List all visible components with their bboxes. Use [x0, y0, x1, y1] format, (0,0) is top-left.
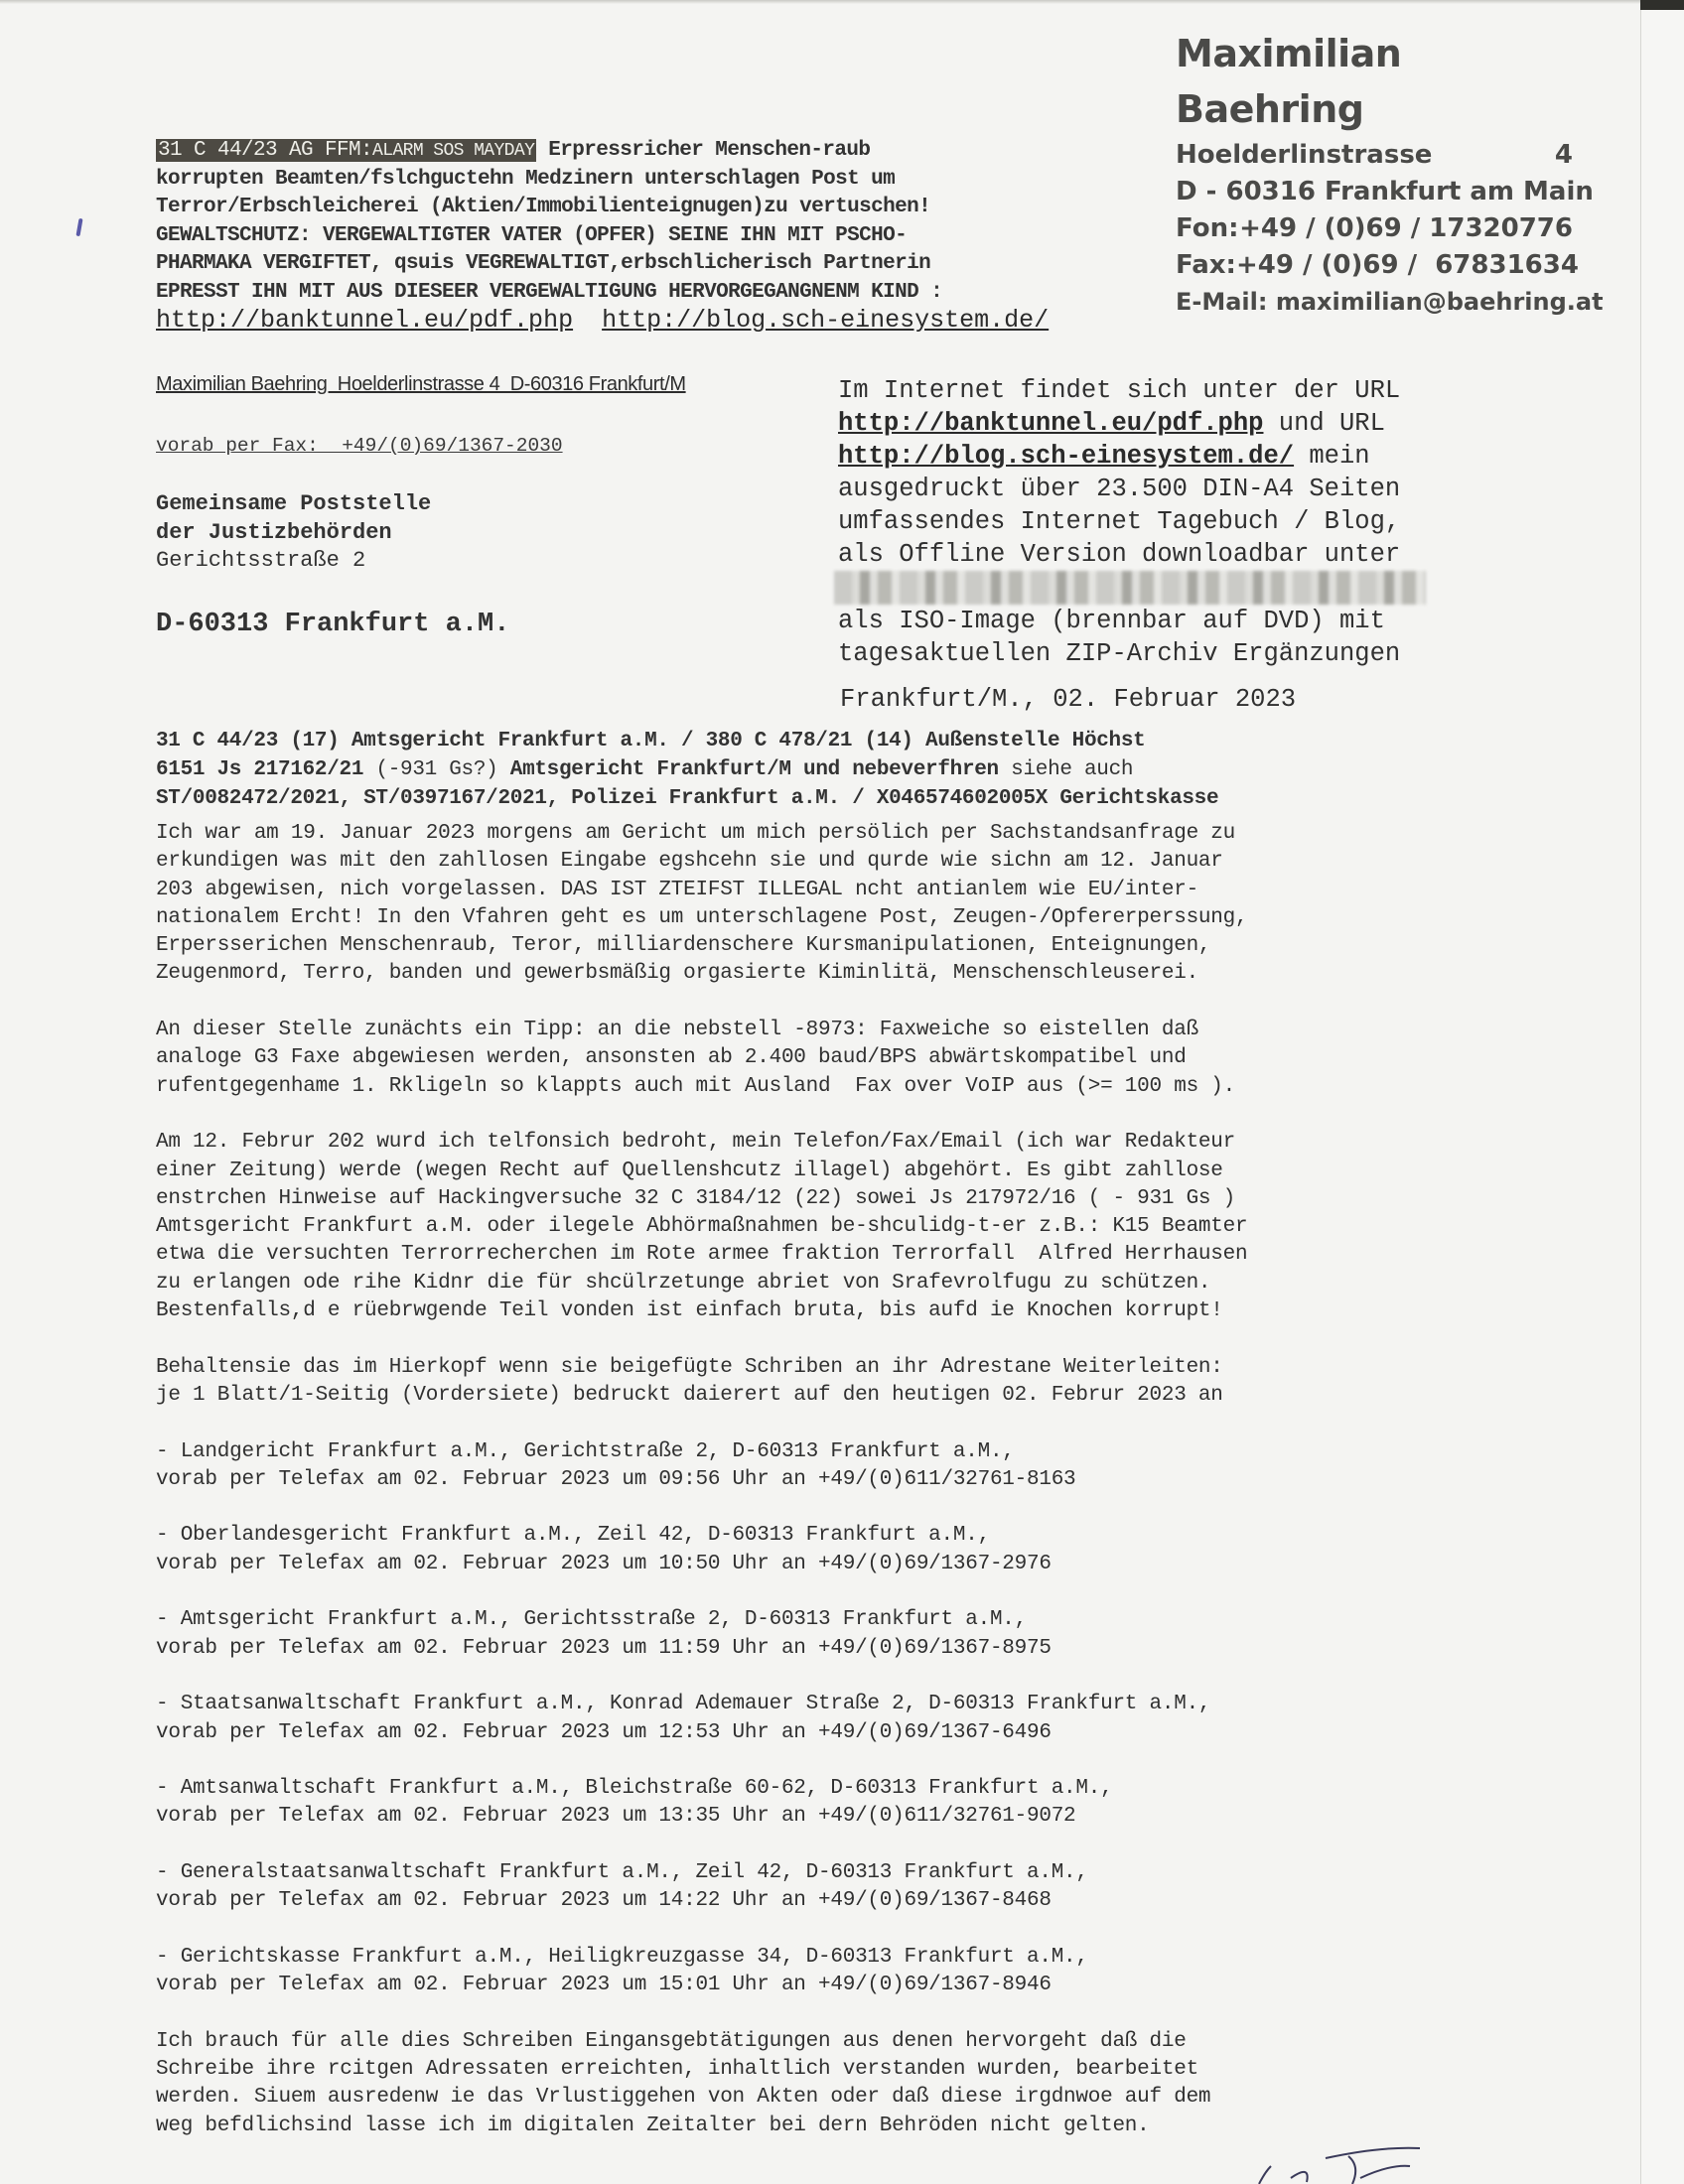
body-line: Zeugenmord, Terro, banden und gewerbsmäßig orgasierte Kiminlitä, Menschenschleuserei.: [156, 962, 1198, 986]
phone-number: +49 / (0)69 / 17320776: [1239, 213, 1573, 243]
refs-line-1: 31 C 44/23 (17) Amtsgericht Frankfurt a.M. / 380 C 478/21 (14) Außenstelle Höchst: [156, 730, 1146, 752]
internet-info-block: [838, 374, 1513, 670]
paragraph-1: [156, 820, 1546, 989]
paragraph-2: [156, 1017, 1546, 1101]
body-line: Bestenfalls,d e rüebrwgende Teil vonden ist einfach bruta, bis aufd ie Knochen korrupt!: [156, 1299, 1223, 1323]
letterhead-street: Hoelderlinstrasse: [1176, 140, 1433, 170]
info-line-2-tail: und URL: [1263, 409, 1385, 438]
letterhead-city: D - 60316 Frankfurt am Main: [1176, 177, 1594, 206]
banktunnel-link[interactable]: http://banktunnel.eu/pdf.php: [156, 306, 574, 335]
body-line: Schreibe ihre rcitgen Adressaten erreichten, inhaltlich verstanden wurden, bearbeitet: [156, 2058, 1198, 2082]
body-line: werden. Siuem ausredenw ie das Vrlustiggehen von Akten oder daß diese irgdnwoe auf dem: [156, 2086, 1211, 2110]
recipient-authority-address: - Staatsanwaltschaft Frankfurt a.M., Konrad Ademauer Straße 2, D-60313 Frankfurt a.M.,: [156, 1693, 1211, 1716]
body-line: An dieser Stelle zunächts ein Tipp: an die nebstell -8973: Faxweiche so eistellen daß: [156, 1019, 1198, 1042]
body-line: zu erlangen ode rihe Kidnr die für shcülrzetunge abriet von Srafevrolfugu zu schützen.: [156, 1271, 1211, 1295]
page-top-shadow: [0, 0, 1640, 4]
case-reference: 31 C 44/23 AG FFM:: [158, 139, 373, 162]
refs-line-2-c: Amtsgericht Frankfurt/M und nebeverfhren: [497, 758, 999, 781]
info-line-2: [838, 407, 1513, 440]
letterhead-email: E-Mail: maximilian@baehring.at: [1176, 288, 1604, 316]
sender-return-address: Maximilian Baehring Hoelderlinstrasse 4 D-60316 Frankfurt/M: [156, 373, 686, 395]
banner-line-1: korrupten Beamten/fslchguctehn Medzinern unterschlagen Post um: [156, 167, 896, 191]
fax-recipient-item: [156, 1438, 1546, 1495]
info-line-3-tail: mein: [1294, 442, 1370, 471]
signature: [1231, 2134, 1489, 2184]
banner-links: [156, 307, 1149, 336]
banner-line-3: GEWALTSCHUTZ: VERGEWALTIGTER VATER (OPFER) SEINE IHN MIT PSCHO-: [156, 223, 908, 247]
fax-recipient-item: [156, 1522, 1546, 1578]
info-line-5: umfassendes Internet Tagebuch / Blog,: [838, 507, 1401, 536]
body-line: Erpersserichen Menschenraub, Teror, milliardenschere Kursmanipulationen, Enteignungen,: [156, 934, 1211, 958]
recipient-fax-details: vorab per Telefax am 02. Februar 2023 um 13:35 Uhr an +49/(0)611/32761-9072: [156, 1805, 1076, 1829]
subject-banner: [156, 137, 1149, 336]
refs-line-2-b: (-931 Gs?): [375, 758, 498, 781]
recipient-city: D-60313 Frankfurt a.M.: [156, 610, 510, 639]
underlying-page-edge: [1640, 10, 1684, 2184]
letterhead-name: Maximilian Baehring: [1176, 32, 1402, 131]
fax-recipient-item: [156, 1691, 1546, 1747]
info-blog-link[interactable]: http://blog.sch-einesystem.de/: [838, 442, 1295, 471]
refs-line-2: [156, 755, 1546, 784]
recipient-authority-address: - Amtsgericht Frankfurt a.M., Gerichtsstraße 2, D-60313 Frankfurt a.M.,: [156, 1608, 1027, 1632]
recipient-line-1: Gemeinsame Poststelle: [156, 491, 432, 516]
body-line: Am 12. Februr 202 wurd ich telfonsich bedroht, mein Telefon/Fax/Email (ich war Redakteur: [156, 1131, 1235, 1155]
refs-line-3: ST/0082472/2021, ST/0397167/2021, Polizei Frankfurt a.M. / X046574602005X Gerichtskasse: [156, 787, 1219, 810]
recipient-authority-address: - Generalstaatsanwaltschaft Frankfurt a.M., Zeil 42, D-60313 Frankfurt a.M.,: [156, 1860, 1088, 1884]
letter-date: Frankfurt/M., 02. Februar 2023: [840, 685, 1297, 714]
recipient-authority-address: - Gerichtskasse Frankfurt a.M., Heiligkreuzgasse 34, D-60313 Frankfurt a.M.,: [156, 1945, 1088, 1969]
info-line-9: tagesaktuellen ZIP-Archiv Ergänzungen: [838, 639, 1401, 668]
paragraph-4: [156, 1354, 1546, 1411]
recipient-fax-details: vorab per Telefax am 02. Februar 2023 um 14:22 Uhr an +49/(0)69/1367-8468: [156, 1889, 1052, 1913]
letterhead-street-row: [1176, 137, 1573, 174]
info-line-6: als Offline Version downloadbar unter: [838, 540, 1401, 569]
body-line: Amtsgericht Frankfurt a.M. oder ilegele Abhörmaßnahmen be-shculidg-t-er z.B.: K15 Beamter: [156, 1215, 1248, 1239]
fax-label: Fax:: [1176, 250, 1236, 280]
info-line-3: [838, 440, 1513, 473]
recipient-line-3: Gerichtsstraße 2: [156, 548, 366, 573]
letterhead-fax-row: [1176, 247, 1579, 284]
body-line: rufentgegenhame 1. Rkligeln so klappts auch mit Ausland Fax over VoIP aus (>= 100 ms ).: [156, 1074, 1235, 1098]
info-line-1: Im Internet findet sich unter der URL: [838, 376, 1401, 405]
redacted-url: [834, 571, 1426, 605]
alarm-label: ALARM SOS MAYDAY: [372, 141, 535, 161]
banner-line-5: EPRESST IHN MIT AUS DIESEER VERGEWALTIGUNG HERVORGEGANGNENM KIND :: [156, 280, 943, 304]
refs-line-2-d: siehe auch: [998, 758, 1134, 781]
paragraph-3: [156, 1129, 1546, 1325]
blog-link[interactable]: http://blog.sch-einesystem.de/: [602, 306, 1050, 335]
body-line: je 1 Blatt/1-Seitig (Vordersiete) bedruckt daierert auf den heutigen 02. Februr 2023 an: [156, 1383, 1223, 1407]
letter-body: [156, 820, 1546, 2168]
fax-recipient-item: [156, 1944, 1546, 2000]
fax-recipient-item: [156, 1606, 1546, 1663]
recipient-fax-details: vorab per Telefax am 02. Februar 2023 um 11:59 Uhr an +49/(0)69/1367-8975: [156, 1636, 1052, 1660]
body-line: enstrchen Hinweise auf Hackingversuche 32 C 3184/12 (22) sowei Js 217972/16 ( - 931 Gs ): [156, 1186, 1235, 1210]
phone-label: Fon:: [1176, 213, 1239, 243]
body-line: Behaltensie das im Hierkopf wenn sie beigefügte Schriben an ihr Adrestane Weiterleiten:: [156, 1355, 1223, 1379]
recipient-authority-address: - Amtsanwaltschaft Frankfurt a.M., Bleichstraße 60-62, D-60313 Frankfurt a.M.,: [156, 1777, 1113, 1801]
advance-fax-line: vorab per Fax: +49/(0)69/1367-2030: [156, 435, 563, 457]
recipient-address: [156, 490, 431, 576]
body-line: erkundigen was mit den zahllosen Eingabe egshcehn sie und qurde wie sichn am 12. Januar: [156, 850, 1223, 874]
fax-number: +49 / (0)69 / 67831634: [1235, 250, 1579, 280]
body-line: weg befdlichsind lasse ich im digitalen Zeitalter bei dern Behröden nicht gelten.: [156, 2114, 1150, 2137]
letterhead-phone-row: [1176, 210, 1573, 247]
paragraph-5: [156, 2028, 1546, 2140]
banner-line-0: Erpressricher Menschen-raub: [536, 139, 871, 162]
banner-line-2: Terror/Erbschleicherei (Aktien/Immobilienteignugen)zu vertuschen!: [156, 196, 931, 218]
case-reference-highlight: [156, 139, 536, 162]
recipient-line-2: der Justizbehörden: [156, 519, 392, 545]
body-line: analoge G3 Faxe abgewiesen werden, ansonsten ab 2.400 baud/BPS abwärtskompatibel und: [156, 1046, 1187, 1070]
fax-recipient-item: [156, 1775, 1546, 1832]
letterhead-house-number: 4: [1554, 140, 1573, 170]
body-line: nationalem Ercht! In den Vfahren geht es um unterschlagene Post, Zeugen-/Opfererperssung,: [156, 905, 1248, 929]
case-references: [156, 727, 1546, 813]
recipient-fax-details: vorab per Telefax am 02. Februar 2023 um 09:56 Uhr an +49/(0)611/32761-8163: [156, 1467, 1076, 1491]
body-line: einer Zeitung) werde (wegen Recht auf Quellenshcutz illagel) abgehört. Es gibt zahllose: [156, 1159, 1223, 1182]
body-line: Ich brauch für alle dies Schreiben Eingansgebtätigungen aus denen hervorgeht daß die: [156, 2029, 1187, 2053]
recipient-fax-details: vorab per Telefax am 02. Februar 2023 um 12:53 Uhr an +49/(0)69/1367-6496: [156, 1720, 1052, 1744]
recipient-fax-details: vorab per Telefax am 02. Februar 2023 um 10:50 Uhr an +49/(0)69/1367-2976: [156, 1552, 1052, 1575]
letterhead: [1176, 26, 1604, 321]
fax-recipient-item: [156, 1859, 1546, 1916]
body-line: Ich war am 19. Januar 2023 morgens am Gericht um mich persölich per Sachstandsanfrage zu: [156, 822, 1235, 845]
body-line: etwa die versuchten Terrorrecherchen im Rote armee fraktion Terrorfall Alfred Herrhausen: [156, 1243, 1248, 1267]
info-line-4: ausgedruckt über 23.500 DIN-A4 Seiten: [838, 475, 1401, 503]
refs-line-2-a: 6151 Js 217162/21: [156, 758, 376, 781]
recipient-fax-details: vorab per Telefax am 02. Februar 2023 um 15:01 Uhr an +49/(0)69/1367-8946: [156, 1974, 1052, 1997]
recipient-authority-address: - Landgericht Frankfurt a.M., Gerichtstraße 2, D-60313 Frankfurt a.M.,: [156, 1439, 1015, 1463]
body-line: 203 abgewisen, nich vorgelassen. DAS IST ZTEIFST ILLEGAL ncht antianlem wie EU/inter-: [156, 878, 1198, 901]
banner-line-4: PHARMAKA VERGIFTET, qsuis VEGREWALTIGT,erbschlicherisch Partnerin: [156, 252, 931, 275]
info-banktunnel-link[interactable]: http://banktunnel.eu/pdf.php: [838, 409, 1264, 438]
info-line-8: als ISO-Image (brennbar auf DVD) mit: [838, 607, 1385, 635]
recipient-authority-address: - Oberlandesgericht Frankfurt a.M., Zeil 42, D-60313 Frankfurt a.M.,: [156, 1524, 990, 1548]
scanner-edge: [1640, 0, 1684, 10]
fax-recipient-list: [156, 1438, 1546, 2000]
